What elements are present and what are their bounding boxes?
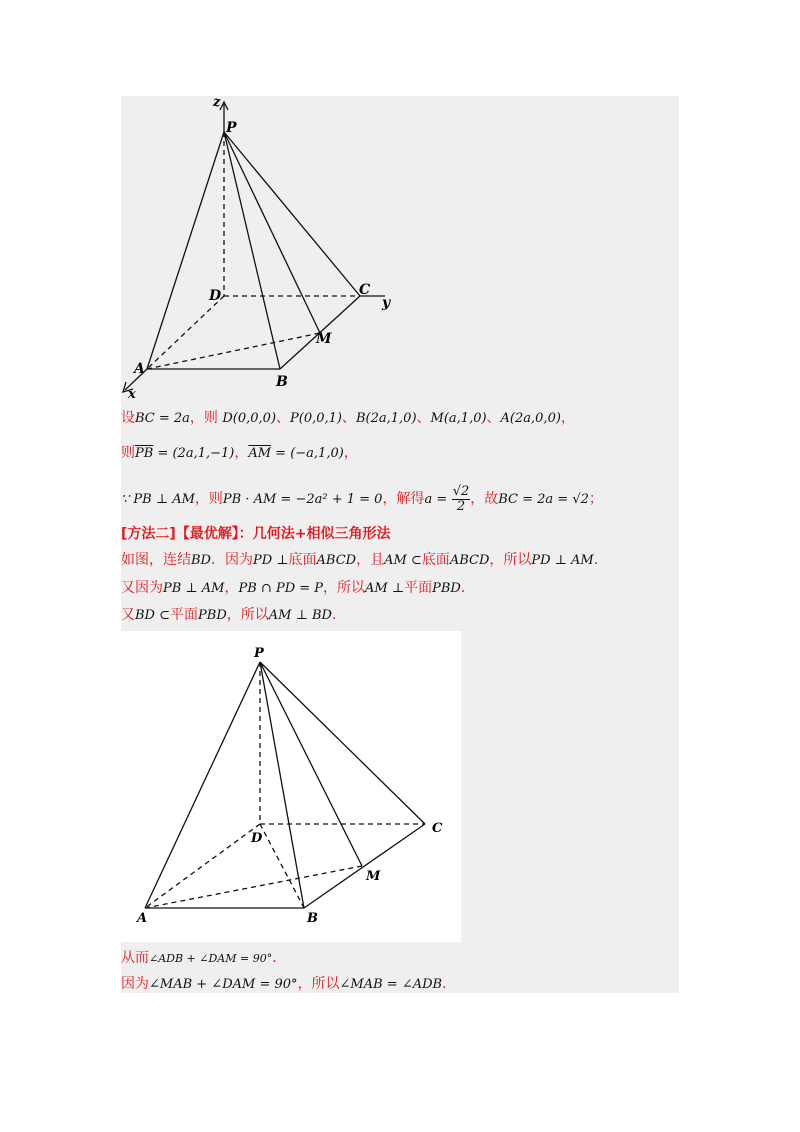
fig1-label-M: M bbox=[316, 331, 332, 347]
line-vectors: 则$\overline{PB} = (2a,1,-1)$，$\overline{AM} = (-a,1,0)$， bbox=[121, 445, 358, 461]
line-connect-bd: 如图，连结BD．因为PD ⊥底面ABCD，且AM ⊂底面ABCD，所以PD ⊥ AM． bbox=[121, 552, 608, 568]
line-set-coordinates: 设BC = 2a，则 D(0,0,0)、P(0,0,1)、B(2a,1,0)、M(a,1,0)、A(2a,0,0)， bbox=[121, 410, 575, 426]
line-angle-equal: 因为∠MAB + ∠DAM = 90°，所以∠MAB = ∠ADB． bbox=[121, 976, 457, 992]
fig1-label-P: P bbox=[226, 120, 237, 136]
fig1-label-z: z bbox=[213, 96, 221, 110]
fig1-label-A: A bbox=[134, 361, 145, 377]
fig1-label-y: y bbox=[382, 295, 391, 311]
fig2-label-D: D bbox=[251, 831, 263, 846]
fig2-label-P: P bbox=[254, 646, 264, 661]
fig1-label-B: B bbox=[276, 374, 288, 390]
fig1-label-C: C bbox=[359, 282, 371, 298]
fig2-label-M: M bbox=[366, 869, 381, 884]
method-two-heading: [方法二]【最优解】：几何法+相似三角形法 bbox=[121, 526, 391, 542]
fig2-label-A: A bbox=[137, 911, 148, 926]
pyramid-coordinate-figure bbox=[121, 96, 401, 401]
fraction-sqrt2-over-2: $\frac{√2}{2}$ bbox=[452, 483, 470, 514]
pyramid-geometry-figure bbox=[121, 631, 461, 942]
fig2-label-C: C bbox=[432, 821, 443, 836]
line-dot-product: ∵ PB ⊥ AM，则PB · AM = −2a² + 1 = 0，解得a = $\frac{√2}{2}$ ，故BC = 2a = √2； bbox=[121, 483, 603, 514]
fig1-label-x: x bbox=[128, 387, 136, 401]
fig1-label-D: D bbox=[209, 288, 222, 304]
line-angle-sum: 从而∠ADB + ∠DAM = 90°． bbox=[121, 950, 287, 966]
fig2-label-B: B bbox=[307, 911, 318, 926]
line-am-perp-bd: 又BD ⊂平面PBD，所以AM ⊥ BD． bbox=[121, 607, 346, 623]
line-am-perp-plane: 又因为PB ⊥ AM，PB ∩ PD = P，所以AM ⊥平面PBD． bbox=[121, 580, 475, 596]
